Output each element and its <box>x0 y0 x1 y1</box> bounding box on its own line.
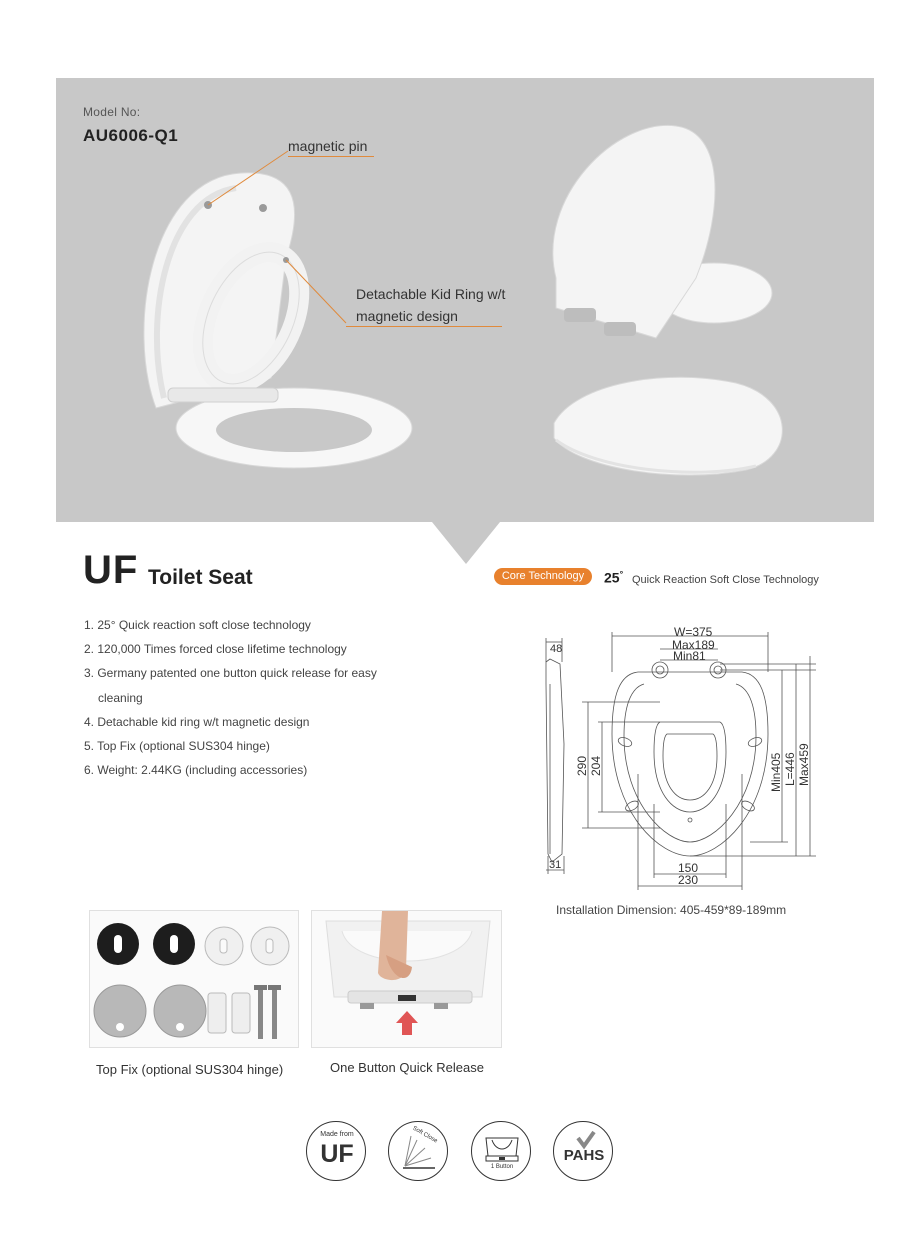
one-button-badge <box>471 1121 531 1181</box>
feature-item: 2. 120,000 Times forced close lifetime technology <box>84 642 347 657</box>
dimension-drawing <box>520 624 820 887</box>
soft-close-badge <box>388 1121 448 1181</box>
brand-title: UF <box>83 548 139 592</box>
dim-230: 230 <box>678 873 699 887</box>
feature-item: cleaning <box>98 690 143 705</box>
hero-notch <box>432 522 500 564</box>
callout-kid-ring-line2: magnetic design <box>356 308 458 324</box>
core-degree <box>604 569 623 586</box>
model-number: AU6006-Q1 <box>83 126 179 145</box>
dim-min405: Min405 <box>769 752 783 792</box>
topfix-caption: Top Fix (optional SUS304 hinge) <box>96 1062 284 1077</box>
made-from-uf-badge <box>306 1121 366 1181</box>
core-technology-badge: Core Technology <box>494 568 592 585</box>
pahs-label: PAHS <box>563 1147 605 1164</box>
callout-kid-ring-line1: Detachable Kid Ring w/t <box>356 286 506 302</box>
dim-side-bottom: 31 <box>549 859 562 871</box>
dim-width: W=375 <box>674 625 713 639</box>
feature-item: 6. Weight: 2.44KG (including accessories) <box>84 763 308 778</box>
core-degree-value: 25 <box>604 569 620 586</box>
feature-item: 4. Detachable kid ring w/t magnetic design <box>84 714 310 729</box>
feature-item: 1. 25° Quick reaction soft close technology <box>84 618 311 632</box>
core-degree-symbol: ° <box>619 569 624 579</box>
quick-release-caption: One Button Quick Release <box>330 1060 484 1075</box>
soft-close-label: Soft Close <box>411 1125 439 1145</box>
quick-release-illustration <box>312 911 503 1049</box>
dim-side-top: 48 <box>550 643 563 655</box>
pahs-badge <box>553 1121 613 1181</box>
dim-204: 204 <box>589 755 603 776</box>
quick-release-photo <box>311 910 502 1048</box>
feature-item: 5. Top Fix (optional SUS304 hinge) <box>84 739 270 754</box>
feature-item: 3. Germany patented one button quick release for easy <box>84 666 377 681</box>
product-title: Toilet Seat <box>148 566 253 589</box>
callout-underline-pin <box>288 156 374 157</box>
callout-magnetic-pin: magnetic pin <box>288 138 368 154</box>
installation-caption: Installation Dimension: 405-459*89-189mm <box>556 903 787 917</box>
one-button-label: 1 Button <box>490 1164 514 1170</box>
made-from-label: Made from <box>320 1131 354 1138</box>
dim-min-hinge: Min81 <box>673 649 706 663</box>
core-technology-text: Quick Reaction Soft Close Technology <box>632 574 819 586</box>
dim-290: 290 <box>575 755 589 776</box>
dim-max459: Max459 <box>797 743 811 786</box>
topfix-photo <box>89 910 299 1048</box>
topfix-parts-illustration <box>90 911 300 1049</box>
dim-150: 150 <box>678 861 699 875</box>
model-label: Model No: <box>83 105 141 119</box>
callout-underline-ring <box>346 326 502 327</box>
one-button-icon <box>472 1122 532 1182</box>
dim-l446: L=446 <box>783 752 797 786</box>
uf-label: UF <box>320 1140 354 1168</box>
feature-list <box>84 613 414 782</box>
dim-max-hinge: Max189 <box>672 638 715 652</box>
